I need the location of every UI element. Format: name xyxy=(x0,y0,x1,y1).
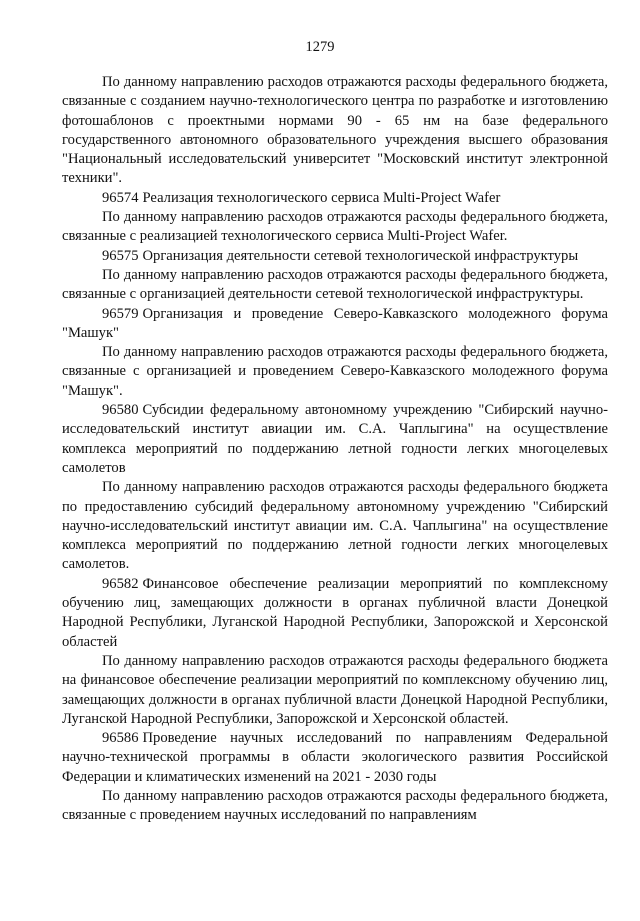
document-body xyxy=(62,73,608,826)
section-title: Организация деятельности сетевой технологической инфраструктуры xyxy=(142,247,579,264)
section-code: 96575 xyxy=(102,247,139,264)
page-number: 1279 xyxy=(305,39,335,55)
paragraph-96586: По данному направлению расходов отражаются расходы федерального бюджета, связанные с проведением научных исследований по направлениям xyxy=(62,787,608,824)
paragraph-96579: По данному направлению расходов отражаются расходы федерального бюджета, связанные с организацией и проведением Северо-Кавказского молодежного форума "Машук". xyxy=(62,344,608,399)
paragraph-96580: По данному направлению расходов отражаются расходы федерального бюджета по предоставлению субсидий федеральному автономному учреждению "Сибирский научно-исследовательский институт авиации им. С.А. Чаплыгина" на осуществление комплекса мероприятий по поддержанию летной годности легких многоцелевых самолетов. xyxy=(62,479,608,573)
section-heading-96574 xyxy=(62,189,608,208)
section-code: 96574 xyxy=(102,189,139,206)
section-heading-96575 xyxy=(62,247,608,266)
section-code: 96586 xyxy=(102,730,139,747)
section-code: 96580 xyxy=(102,402,139,419)
section-code: 96582 xyxy=(102,575,139,592)
section-code: 96579 xyxy=(102,305,139,322)
section-title: Организация и проведение Северо-Кавказского молодежного форума "Машук" xyxy=(62,305,608,341)
section-heading-96582 xyxy=(62,575,608,652)
paragraph-96574: По данному направлению расходов отражаются расходы федерального бюджета, связанные с реализацией технологического сервиса Multi-Project Wafer. xyxy=(62,209,608,245)
section-title: Субсидии федеральному автономному учреждению "Сибирский научно-исследовательский институт авиации им. С.А. Чаплыгина" на осуществление комплекса мероприятий по поддержанию летной годности легких многоцелевых самолетов xyxy=(62,402,608,476)
paragraph-96582: По данному направлению расходов отражаются расходы федерального бюджета на финансовое обеспечение реализации мероприятий по комплексному обучению лиц, замещающих должности в органах публичной власти Донецкой Народной Республики, Луганской Народной Республики, Запорожской и Херсонской областей. xyxy=(62,652,608,727)
paragraph-96575: По данному направлению расходов отражаются расходы федерального бюджета, связанные с организацией деятельности сетевой технологической инфраструктуры. xyxy=(62,266,608,303)
paragraph-intro: По данному направлению расходов отражаются расходы федерального бюджета, связанные с созданием научно-технологического центра по разработке и изготовлению фотошаблонов с проектными нормами 90 - 65 нм на базе федерального государственного автономного образовательного учреждения высшего образования "Национальный исследовательский университет "Московский институт электронной техники". xyxy=(62,74,608,187)
section-heading-96586 xyxy=(62,729,608,787)
section-title: Реализация технологического сервиса Multi-Project Wafer xyxy=(142,189,501,206)
section-title: Финансовое обеспечение реализации мероприятий по комплексному обучению лиц, замещающих должности в органах публичной власти Донецкой Народной Республики, Луганской Народной Республики, Запорожской и Херсонской областей xyxy=(62,575,608,650)
section-title: Проведение научных исследований по направлениям Федеральной научно-технической программы в области экологического развития Российской Федерации и климатических изменений на 2021 - 2030 годы xyxy=(62,730,608,785)
section-heading-96580 xyxy=(62,401,608,478)
section-heading-96579 xyxy=(62,305,608,344)
